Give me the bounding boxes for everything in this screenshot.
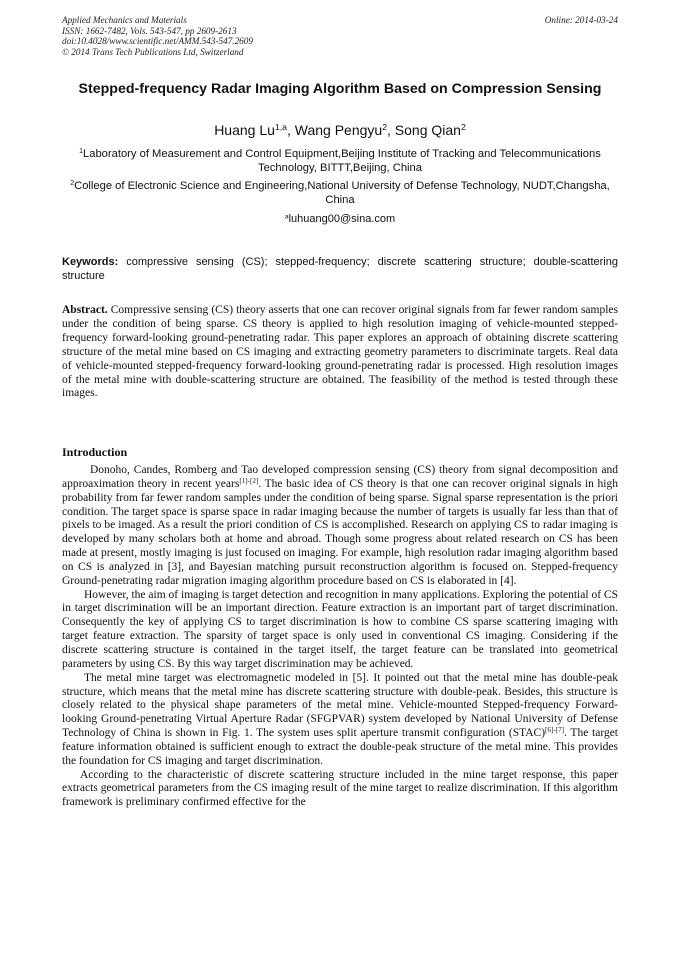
author-name: Huang Lu	[214, 122, 275, 138]
paragraph: However, the aim of imaging is target detection and recognition in many applications. Exploring the potential of CS in target discrimination will be an important direction. Feature extraction is an important part of target discrimination. Consequently the key of applying CS to target discrimination is how to combine CS sparse scattering imaging with target feature extraction. The sparsity of target space is only used in conventional CS imaging. Considering if the discrete scattering structure is contained in the target itself, the target feature can be translated into geometrical parameters by using CS. By this way target discrimination may be achieved.	[62, 588, 618, 670]
citation: [1]-[2]	[239, 476, 259, 485]
author-separator: ,	[387, 122, 395, 138]
journal-header	[62, 15, 618, 57]
online-date: Online: 2014-03-24	[544, 15, 618, 25]
affiliation-text: College of Electronic Science and Engineering,National University of Defense Technology, NUDT,Changsha, China	[74, 180, 610, 206]
section-heading: Introduction	[62, 445, 128, 459]
journal-name: Applied Mechanics and Materials	[62, 15, 187, 25]
affiliation-1	[62, 147, 618, 175]
author-email	[62, 212, 618, 226]
affiliation-2	[62, 179, 618, 207]
affiliation-mark: 2	[70, 180, 75, 188]
author-name: Wang Pengyu	[294, 122, 383, 138]
paragraph-text: . The basic idea of CS theory is that one can recover original signals in high probability from far fewer random samples under the condition of being sparse. Signal sparse representation is the priori condition. The target space is sparse space in radar imaging because the number of targets is usually far less than that of pixels to be imaged. As a result the priori condition of CS is accomplished. Research on applying CS to radar imaging is developed by many scholars both at home and abroad. Though some progress about related research on CS has been made at present, mostly imaging is just focused on imaging. For example, high resolution radar imaging algorithm based on CS is analyzed in [3], and Bayesian matching pursuit reconstruction algorithm is focused on. Stepped-frequency Ground-penetrating radar migration imaging algorithm procedure based on CS is elaborated in [4].	[62, 477, 618, 587]
citation: [6]-[7]	[545, 726, 565, 735]
author-separator: ,	[286, 122, 295, 138]
abstract-block	[62, 304, 618, 401]
email-address: luhuang00@sina.com	[288, 213, 396, 225]
paragraph-text: The metal mine target was electromagnetic modeled in [5]. It pointed out that the metal mine has double-peak structure, which means that the metal mine has discrete scattering structure with double-peak. Besides, this structure is closely related to the physical shape parameters of the metal mine. Vehicle-mounted Stepped-frequency Forward-looking Ground-penetrating Virtual Aperture Radar (SFGPVAR) system developed by National University of Defense Technology of China is shown in Fig. 1. The system uses split aperture transmit configuration (STAC)	[62, 671, 618, 740]
paper-title: Stepped-frequency Radar Imaging Algorithm Based on Compression Sensing	[78, 81, 602, 97]
abstract-label: Abstract.	[62, 304, 108, 316]
author-affiliation-mark: 2	[460, 122, 466, 133]
keywords-label: Keywords:	[62, 256, 119, 268]
author-list	[62, 121, 618, 139]
author-affiliation-mark: 2	[382, 122, 388, 133]
issn-line: ISSN: 1662-7482, Vols. 543-547, pp 2609-2613	[62, 25, 237, 36]
abstract-text: Compressive sensing (CS) theory asserts that one can recover original signals from far fewer random samples under the condition of being sparse. CS theory is applied to high resolution imaging of vehicle-mounted stepped-frequency forward-looking ground-penetrating radar. This paper explores an approach of obtaining discrete scattering structure of the metal mine based on CS imaging and extracting geometry parameters to discriminate targets. Real data of vehicle-mounted stepped-frequency forward-looking ground-penetrating radar is processed. High resolution images of the metal mine with double-scattering structure are obtained. The feasibility of the method is tested through these images.	[62, 304, 618, 400]
paragraph-text: Donoho, Candes, Romberg and Tao developed compression sensing (CS) theory from signal decomposition and approaximation theory in recent years	[62, 464, 618, 490]
author-name: Song Qian	[394, 122, 461, 138]
paragraph: According to the characteristic of discrete scattering structure included in the mine target response, this paper extracts geometrical parameters from the CS imaging result of the mine target to realize discrimination. If this algorithm framework is preliminary confirmed effective for the	[62, 768, 618, 809]
affiliation-text: Laboratory of Measurement and Control Equipment,Beijing Institute of Tracking and Telecommunications Technology, BITTT,Beijing, China	[83, 148, 601, 174]
affiliation-mark: 1	[79, 148, 84, 156]
keywords-block	[62, 255, 618, 283]
doi-line: doi:10.4028/www.scientific.net/AMM.543-547.2609	[62, 36, 253, 47]
paragraph	[62, 464, 618, 589]
copyright-line: © 2014 Trans Tech Publications Ltd, Switzerland	[62, 46, 244, 57]
email-mark: a	[284, 213, 289, 221]
author-affiliation-mark: 1,a	[274, 122, 287, 133]
keywords-text: compressive sensing (CS); stepped-frequency; discrete scattering structure; double-scattering structure	[62, 256, 618, 282]
paragraph	[62, 672, 618, 769]
paragraph-text: . The target feature information obtained is sufficient enough to extract the double-peak structure of the metal mine. This provides the foundation for CS imaging and target discrimination.	[62, 727, 618, 767]
introduction-body	[62, 464, 618, 810]
